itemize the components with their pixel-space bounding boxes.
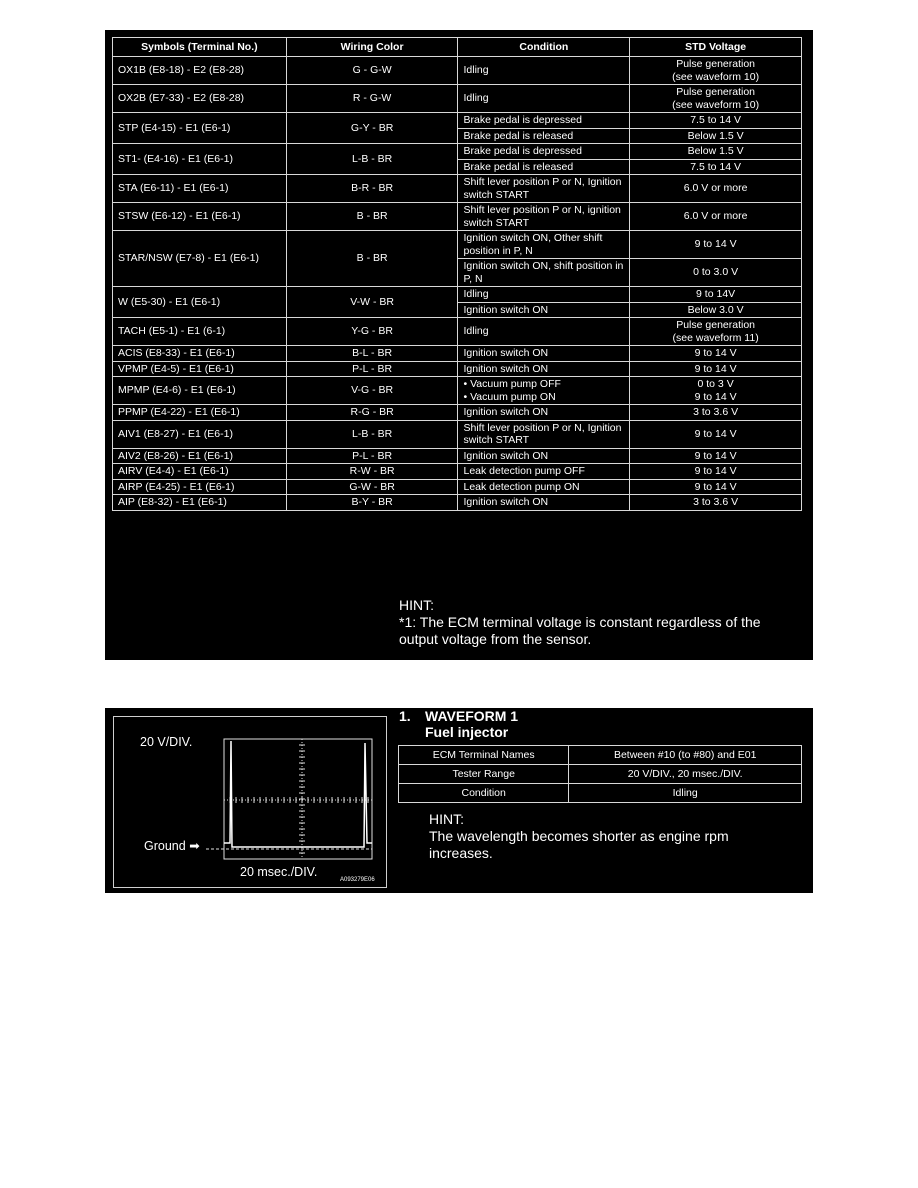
condition-text: Ignition switch ON xyxy=(463,449,549,462)
cell-std-voltage xyxy=(630,57,802,85)
hint-line: output voltage from the sensor. xyxy=(399,631,592,647)
cell-wiring-color: R - G-W xyxy=(286,85,458,113)
condition-text: Shift lever position P or N, ignition switch START xyxy=(463,204,621,229)
condition-text: Idling xyxy=(463,325,489,338)
waveform-hint xyxy=(429,811,799,862)
cell-symbol: TACH (E5-1) - E1 (6-1) xyxy=(113,318,287,346)
cell-condition xyxy=(458,287,630,303)
voltage-text: (see waveform 10) xyxy=(672,70,760,83)
table-row xyxy=(113,448,802,464)
condition-text: Brake pedal is released xyxy=(463,160,574,173)
terminal-voltage-table xyxy=(112,37,802,511)
cell-condition xyxy=(458,361,630,377)
cell-label: Condition xyxy=(399,784,569,803)
table-row xyxy=(399,765,802,784)
waveform-number: 1. xyxy=(399,708,411,724)
condition-text: • Vacuum pump OFF xyxy=(463,378,561,390)
table-header-row xyxy=(113,38,802,57)
cell-wiring-color: L-B - BR xyxy=(286,144,458,175)
cell-condition xyxy=(458,159,630,175)
condition-text: Brake pedal is depressed xyxy=(463,145,582,157)
cell-std-voltage xyxy=(630,259,802,287)
table-row xyxy=(113,361,802,377)
cell-condition xyxy=(458,464,630,480)
waveform-subtitle: Fuel injector xyxy=(425,724,509,740)
waveform-title xyxy=(399,708,518,740)
voltage-text: 6.0 V or more xyxy=(683,210,748,223)
cell-wiring-color: P-L - BR xyxy=(286,448,458,464)
cell-symbol: ACIS (E8-33) - E1 (E6-1) xyxy=(113,346,287,362)
table-row xyxy=(113,203,802,231)
cell-condition xyxy=(458,203,630,231)
cell-symbol: ST1- (E4-16) - E1 (E6-1) xyxy=(113,144,287,175)
cell-wiring-color: G-W - BR xyxy=(286,479,458,495)
voltage-text: (see waveform 10) xyxy=(672,98,760,111)
cell-std-voltage xyxy=(630,287,802,303)
voltage-text: 9 to 14 V xyxy=(694,427,737,440)
cell-value: 20 V/DIV., 20 msec./DIV. xyxy=(569,765,802,784)
cell-wiring-color: P-L - BR xyxy=(286,361,458,377)
table-row xyxy=(113,57,802,85)
cell-condition xyxy=(458,495,630,511)
voltage-text: Pulse generation xyxy=(676,58,756,70)
cell-std-voltage xyxy=(630,85,802,113)
cell-condition xyxy=(458,57,630,85)
voltage-text: 0 to 3 V xyxy=(697,378,734,390)
table-row xyxy=(113,85,802,113)
injector-voltage-trace xyxy=(224,741,372,847)
cell-condition xyxy=(458,144,630,160)
cell-symbol: W (E5-30) - E1 (E6-1) xyxy=(113,287,287,318)
condition-text: Ignition switch ON xyxy=(463,347,549,359)
table-row xyxy=(399,784,802,803)
cell-std-voltage xyxy=(630,361,802,377)
voltage-text: Below 3.0 V xyxy=(687,303,744,316)
cell-symbol: AIV1 (E8-27) - E1 (E6-1) xyxy=(113,420,287,448)
condition-text: • Vacuum pump ON xyxy=(463,390,556,403)
cell-std-voltage xyxy=(630,464,802,480)
hint-heading: HINT: xyxy=(399,597,434,613)
condition-text: Brake pedal is depressed xyxy=(463,114,582,126)
cell-condition xyxy=(458,448,630,464)
table-row xyxy=(399,746,802,765)
ground-label: Ground ➡ xyxy=(144,839,200,853)
waveform-panel xyxy=(105,708,813,893)
cell-wiring-color: R-W - BR xyxy=(286,464,458,480)
voltage-text: 3 to 3.6 V xyxy=(693,496,739,508)
cell-condition xyxy=(458,231,630,259)
cell-std-voltage xyxy=(630,318,802,346)
oscilloscope-figure xyxy=(113,716,387,888)
table-body xyxy=(113,57,802,511)
hint-line: *1: The ECM terminal voltage is constant regardless of the xyxy=(399,614,761,630)
condition-text: Brake pedal is released xyxy=(463,129,574,142)
voltage-text: Pulse generation xyxy=(676,319,756,331)
cell-condition xyxy=(458,346,630,362)
cell-wiring-color: G-Y - BR xyxy=(286,113,458,144)
header-wiring-color: Wiring Color xyxy=(286,38,458,57)
condition-text: Shift lever position P or N, Ignition switch START xyxy=(463,421,622,446)
voltage-text: 9 to 14 V xyxy=(694,480,737,493)
header-symbols: Symbols (Terminal No.) xyxy=(113,38,287,57)
cell-symbol: STA (E6-11) - E1 (E6-1) xyxy=(113,175,287,203)
header-condition: Condition xyxy=(458,38,630,57)
cell-std-voltage xyxy=(630,495,802,511)
cell-symbol: OX2B (E7-33) - E2 (E8-28) xyxy=(113,85,287,113)
cell-condition xyxy=(458,318,630,346)
cell-symbol: PPMP (E4-22) - E1 (E6-1) xyxy=(113,405,287,421)
cell-condition xyxy=(458,113,630,129)
table-row xyxy=(113,144,802,160)
condition-text: Ignition switch ON, shift position in P, N xyxy=(463,260,624,285)
time-div-label: 20 msec./DIV. xyxy=(240,865,318,879)
table-row xyxy=(113,318,802,346)
cell-value: Idling xyxy=(569,784,802,803)
waveform-spec-table xyxy=(398,745,802,803)
cell-std-voltage xyxy=(630,128,802,144)
table-row xyxy=(113,113,802,129)
header-std-voltage: STD Voltage xyxy=(630,38,802,57)
cell-label: ECM Terminal Names xyxy=(399,746,569,765)
condition-text: Leak detection pump OFF xyxy=(463,465,585,477)
cell-std-voltage xyxy=(630,377,802,405)
voltage-text: (see waveform 11) xyxy=(672,331,759,344)
voltage-text: 9 to 14 V xyxy=(694,449,737,462)
voltage-text: Below 1.5 V xyxy=(687,145,744,157)
condition-text: Idling xyxy=(463,288,489,300)
cell-wiring-color: B-L - BR xyxy=(286,346,458,362)
cell-wiring-color: L-B - BR xyxy=(286,420,458,448)
hint-line: The wavelength becomes shorter as engine rpm xyxy=(429,828,729,844)
table-row xyxy=(113,495,802,511)
cell-symbol: STAR/NSW (E7-8) - E1 (E6-1) xyxy=(113,231,287,287)
voltage-text: 3 to 3.6 V xyxy=(693,406,739,418)
voltage-text: 7.5 to 14 V xyxy=(690,114,741,126)
table-row xyxy=(113,287,802,303)
voltage-text: 9 to 14 V xyxy=(694,347,737,359)
voltage-text: Pulse generation xyxy=(676,86,756,98)
voltage-text: 7.5 to 14 V xyxy=(690,160,741,173)
terminal-voltage-table-panel xyxy=(105,30,813,660)
voltage-text: 9 to 14 V xyxy=(694,362,737,375)
cell-label: Tester Range xyxy=(399,765,569,784)
cell-symbol: STP (E4-15) - E1 (E6-1) xyxy=(113,113,287,144)
cell-symbol: VPMP (E4-5) - E1 (E6-1) xyxy=(113,361,287,377)
waveform-name: WAVEFORM 1 xyxy=(425,708,519,724)
cell-wiring-color: G - G-W xyxy=(286,57,458,85)
cell-condition xyxy=(458,85,630,113)
table-row xyxy=(113,346,802,362)
cell-condition xyxy=(458,420,630,448)
cell-std-voltage xyxy=(630,203,802,231)
condition-text: Ignition switch ON xyxy=(463,406,549,418)
condition-text: Ignition switch ON xyxy=(463,303,549,316)
table-row xyxy=(113,175,802,203)
condition-text: Idling xyxy=(463,92,489,105)
voltage-text: 0 to 3.0 V xyxy=(693,266,739,279)
cell-std-voltage xyxy=(630,159,802,175)
cell-symbol: MPMP (E4-6) - E1 (E6-1) xyxy=(113,377,287,405)
table-row xyxy=(113,405,802,421)
cell-symbol: AIRP (E4-25) - E1 (E6-1) xyxy=(113,479,287,495)
condition-text: Shift lever position P or N, Ignition switch START xyxy=(463,176,622,201)
cell-wiring-color: Y-G - BR xyxy=(286,318,458,346)
voltage-text: Below 1.5 V xyxy=(687,129,744,142)
cell-wiring-color: R-G - BR xyxy=(286,405,458,421)
condition-text: Idling xyxy=(463,64,489,77)
table-row xyxy=(113,464,802,480)
cell-wiring-color: B-Y - BR xyxy=(286,495,458,511)
cell-wiring-color: B - BR xyxy=(286,203,458,231)
condition-text: Ignition switch ON, Other shift position in P, N xyxy=(463,232,603,257)
cell-symbol: AIV2 (E8-26) - E1 (E6-1) xyxy=(113,448,287,464)
cell-condition xyxy=(458,377,630,405)
voltage-text: 6.0 V or more xyxy=(683,182,748,195)
voltage-text: 9 to 14 V xyxy=(694,238,737,251)
table-row xyxy=(113,377,802,405)
cell-value: Between #10 (to #80) and E01 xyxy=(569,746,802,765)
cell-std-voltage xyxy=(630,302,802,318)
cell-std-voltage xyxy=(630,144,802,160)
table-row xyxy=(113,231,802,259)
cell-std-voltage xyxy=(630,448,802,464)
cell-wiring-color: B-R - BR xyxy=(286,175,458,203)
cell-symbol: AIRV (E4-4) - E1 (E6-1) xyxy=(113,464,287,480)
cell-std-voltage xyxy=(630,175,802,203)
cell-symbol: STSW (E6-12) - E1 (E6-1) xyxy=(113,203,287,231)
cell-condition xyxy=(458,175,630,203)
cell-condition xyxy=(458,128,630,144)
condition-text: Ignition switch ON xyxy=(463,496,549,508)
cell-std-voltage xyxy=(630,405,802,421)
volt-div-label: 20 V/DIV. xyxy=(140,735,193,749)
arrow-right-icon: ➡ xyxy=(189,839,200,853)
cell-wiring-color: V-W - BR xyxy=(286,287,458,318)
hint-line: increases. xyxy=(429,845,493,861)
cell-std-voltage xyxy=(630,346,802,362)
cell-condition xyxy=(458,405,630,421)
cell-wiring-color: B - BR xyxy=(286,231,458,287)
cell-symbol: OX1B (E8-18) - E2 (E8-28) xyxy=(113,57,287,85)
hint-note xyxy=(399,597,799,648)
voltage-text: 9 to 14V xyxy=(696,288,736,300)
table-row xyxy=(113,479,802,495)
table-row xyxy=(113,420,802,448)
cell-std-voltage xyxy=(630,231,802,259)
cell-std-voltage xyxy=(630,479,802,495)
cell-std-voltage xyxy=(630,113,802,129)
voltage-text: 9 to 14 V xyxy=(694,390,737,403)
cell-condition xyxy=(458,259,630,287)
condition-text: Ignition switch ON xyxy=(463,362,549,375)
figure-code: A093279E06 xyxy=(340,877,375,883)
cell-condition xyxy=(458,479,630,495)
voltage-text: 9 to 14 V xyxy=(694,465,737,477)
condition-text: Leak detection pump ON xyxy=(463,480,580,493)
cell-symbol: AIP (E8-32) - E1 (E6-1) xyxy=(113,495,287,511)
hint-heading: HINT: xyxy=(429,811,464,827)
cell-wiring-color: V-G - BR xyxy=(286,377,458,405)
cell-std-voltage xyxy=(630,420,802,448)
cell-condition xyxy=(458,302,630,318)
